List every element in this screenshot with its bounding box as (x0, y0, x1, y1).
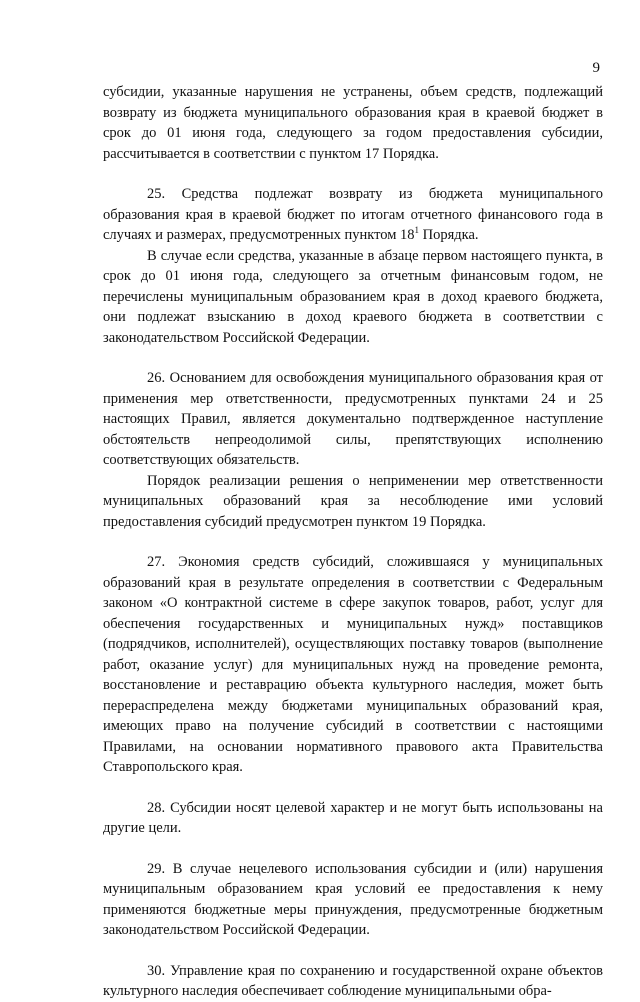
superscript-ref: 1 (414, 225, 420, 236)
paragraph-item-26-second: Порядок реализации решения о неприменении мер ответственности муниципальных образований края за несоблюдение ими условий предоставления субсидий предусмотрен пунктом 19 Порядка. (103, 472, 603, 530)
paragraph-item-27: 27. Экономия средств субсидий, сложившаяся у муниципальных образований края в результате определения в соответствии с Федеральным законом «О контрактной системе в сфере закупок товаров, работ, услуг для обеспечения государственных и муниципальных нужд» поставщиков (подрядчиков, исполнителей), осуществляющих поставку товаров (выполнение работ, оказание услуг) для муниципальных нужд на проведение ремонта, восстановление и реставрацию объекта культурного наследия, может быть перераспределена между бюджетами муниципальных образований края, имеющих право на получение субсидий в соответствии с настоящими Правилами, на основании нормативного правового акта Правительства Ставропольского края. (103, 554, 603, 775)
paragraph-item-25-tail: Порядка. (419, 227, 479, 243)
paragraph-item-28: 28. Субсидии носят целевой характер и не могут быть использованы на другие цели. (103, 799, 603, 836)
paragraph-item-29: 29. В случае нецелевого использования субсидии и (или) нарушения муниципальным образованием края условий ее предоставления к нему применяются бюджетные меры принуждения, предусмотренные бюджетным законодательством Российской Федерации. (103, 860, 603, 938)
paragraph-item-25-second: В случае если средства, указанные в абзаце первом настоящего пункта, в срок до 01 июня года, следующего за отчетным финансовым годом, не перечислены муниципальным образованием края в доход краевого бюджета, они подлежат взысканию в доход краевого бюджета в соответствии с законодательством Российской Федерации. (103, 247, 603, 346)
paragraph-item-26: 26. Основанием для освобождения муниципального образования края от применения мер ответственности, предусмотренных пунктами 24 и 25 настоящих Правил, является документально подтвержденное наступление обстоятельств непреодолимой силы, препятствующих исполнению соответствующих обязательств. (103, 370, 603, 468)
document-body (103, 82, 603, 1002)
paragraph-item-25 (103, 184, 603, 246)
paragraph-item-25-text: 25. Средства подлежат возврату из бюджета муниципального образования края в краевой бюджет по итогам отчетного финансового года в случаях и размерах, предусмотренных пунктом 18 (103, 186, 603, 243)
paragraph-continuation: субсидии, указанные нарушения не устранены, объем средств, подлежащий возврату из бюджета муниципального образования края в краевой бюджет в срок до 01 июня года, следующего за годом предоставления субсидии, рассчитывается в соответствии с пунктом 17 Порядка. (103, 84, 603, 162)
paragraph-item-30: 30. Управление края по сохранению и государственной охране объектов культурного наследия обеспечивает соблюдение муниципальными обра- (103, 962, 603, 999)
page-number: 9 (592, 60, 600, 76)
